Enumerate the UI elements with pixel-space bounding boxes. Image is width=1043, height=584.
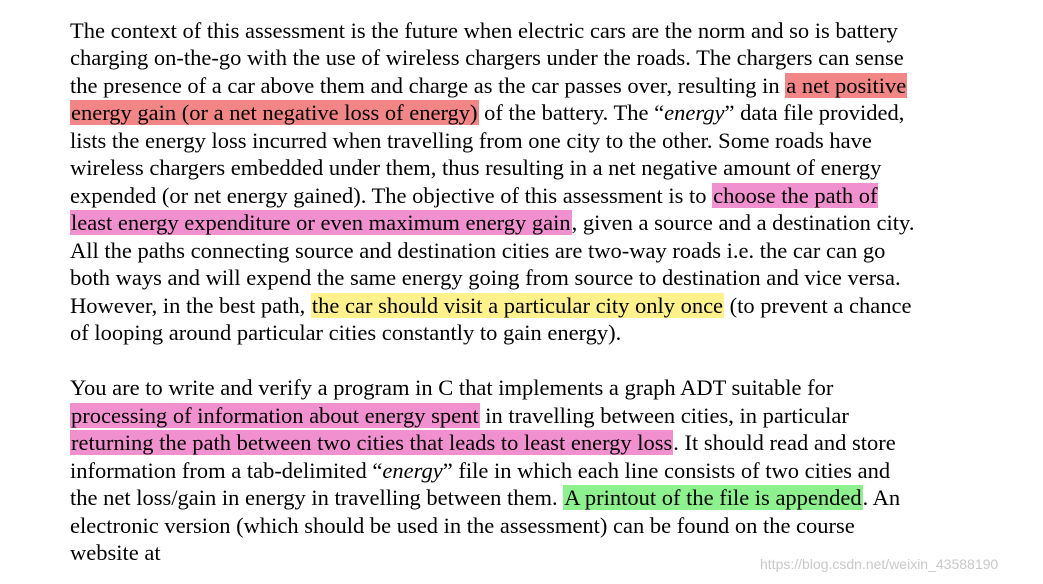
text-segment: of the battery. The “ — [478, 100, 665, 125]
text-line — [70, 429, 896, 456]
text-line — [70, 154, 881, 181]
text-segment: All the paths connecting source and destination cities are two-way roads i.e. the car can go — [70, 238, 886, 263]
text-segment: both ways and will expend the same energy going from source to destination and vice versa. — [70, 265, 901, 290]
text-line — [70, 512, 855, 539]
text-segment: However, in the best path, — [70, 293, 311, 318]
text-line — [70, 209, 914, 236]
text-segment: (to prevent a chance — [724, 293, 912, 318]
highlight-pink: least energy expenditure or even maximum energy gain — [71, 210, 571, 235]
text-segment: The context of this assessment is the future when electric cars are the norm and so is battery — [70, 18, 898, 43]
highlight-pink: choose the path of — [713, 183, 878, 208]
text-segment: ” data file provided, — [724, 100, 905, 125]
text-line — [70, 539, 161, 566]
highlight-red: energy gain (or a net negative loss of energy) — [71, 100, 478, 125]
watermark: https://blog.csdn.net/weixin_43588190 — [760, 556, 999, 572]
text-segment: electronic version (which should be used in the assessment) can be found on the course — [70, 513, 855, 538]
text-line — [70, 319, 621, 346]
text-segment: information from a tab-delimited “ — [70, 458, 383, 483]
text-line — [70, 17, 898, 44]
text-segment: in travelling between cities, in particular — [479, 403, 849, 428]
text-segment: website at — [70, 540, 161, 565]
text-line — [70, 127, 872, 154]
italic-text: energy — [382, 458, 443, 483]
text-segment: wireless chargers embedded under them, thus resulting in a net negative amount of energy — [70, 155, 882, 180]
text-segment: the net loss/gain in energy in travelling between them. — [70, 485, 564, 510]
text-line — [70, 402, 849, 429]
text-line — [70, 44, 904, 71]
text-segment: the presence of a car above them and charge as the car passes over, resulting in — [70, 73, 786, 98]
text-segment: You are to write and verify a program in C that implements a graph ADT suitable for — [70, 375, 834, 400]
highlight-yellow: the car should visit a particular city only once — [311, 293, 724, 318]
text-line — [70, 374, 833, 401]
text-segment: of looping around particular cities constantly to gain energy). — [70, 320, 622, 345]
text-segment: , given a source and a destination city. — [571, 210, 915, 235]
text-segment: ” file in which each line consists of two cities and — [442, 458, 891, 483]
text-line — [70, 484, 900, 511]
text-line — [70, 264, 901, 291]
text-segment: expended (or net energy gained). The objective of this assessment is to — [70, 183, 713, 208]
italic-text: energy — [664, 100, 725, 125]
highlight-green: A printout of the file is appended — [564, 485, 862, 510]
text-line — [70, 182, 878, 209]
text-line — [70, 72, 907, 99]
text-segment: . It should read and store — [673, 430, 896, 455]
text-segment: . An — [862, 485, 901, 510]
text-line — [70, 99, 904, 126]
highlight-pink: processing of information about energy spent — [71, 403, 479, 428]
highlight-pink: returning the path between two cities that leads to least energy loss — [71, 430, 673, 455]
text-segment: lists the energy loss incurred when travelling from one city to the other. Some roads have — [70, 128, 872, 153]
text-line — [70, 292, 911, 319]
text-line — [70, 237, 885, 264]
highlight-red: a net positive — [786, 73, 907, 98]
text-segment: charging on-the-go with the use of wireless chargers under the roads. The chargers can sense — [70, 45, 904, 70]
text-line — [70, 457, 890, 484]
